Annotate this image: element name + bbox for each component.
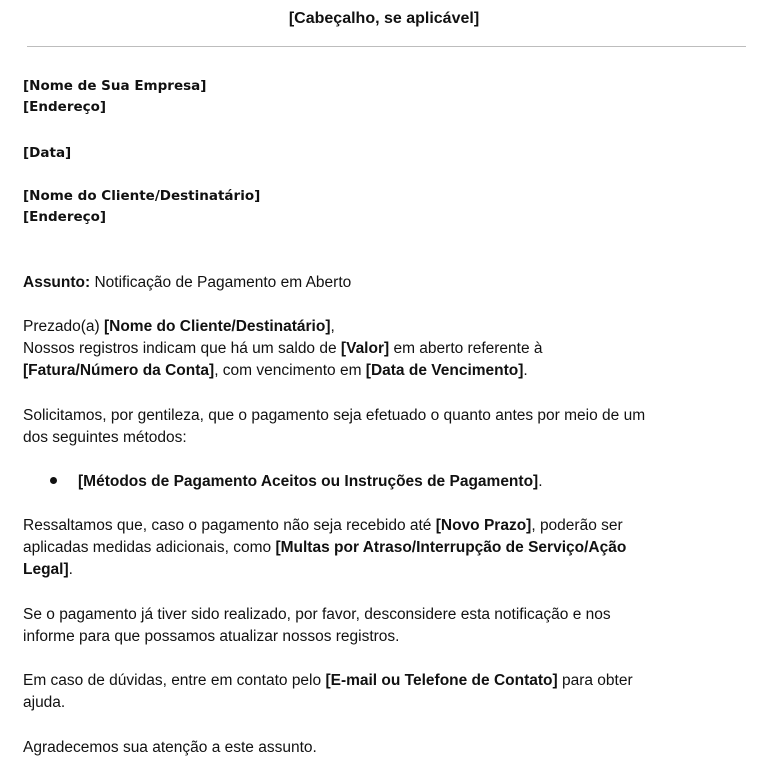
warning-measures-2: Legal] [23, 561, 69, 578]
warning-text-4: . [68, 561, 73, 578]
subject-label: Assunto: [23, 274, 91, 291]
bullet-dot-icon [50, 477, 57, 484]
header-divider [27, 46, 746, 47]
greeting-suffix: , [330, 318, 335, 335]
subject-text: Notificação de Pagamento em Aberto [90, 274, 352, 291]
warning-text-2: , poderão ser [531, 517, 623, 534]
recipient-address: [Endereço] [23, 209, 107, 225]
intro-text-1: Nossos registros indicam que há um saldo de [23, 340, 341, 357]
recipient-name: [Nome do Cliente/Destinatário] [23, 188, 261, 204]
greeting-name: [Nome do Cliente/Destinatário] [103, 318, 331, 335]
contact-text-1: Em caso de dúvidas, entre em contato pelo [23, 672, 326, 689]
already-paid-line-1: Se o pagamento já tiver sido realizado, por favor, desconsidere esta notificação e nos [23, 606, 611, 623]
request-line-2: dos seguintes métodos: [23, 429, 187, 446]
already-paid-paragraph [23, 604, 747, 648]
request-line-1: Solicitamos, por gentileza, que o pagamento seja efetuado o quanto antes por meio de um [23, 407, 646, 424]
contact-line-1 [23, 670, 747, 692]
recipient-block [23, 186, 747, 228]
intro-text-4: . [523, 362, 528, 379]
contact-channel: [E-mail ou Telefone de Contato] [325, 672, 558, 689]
subject-line [23, 272, 747, 294]
contact-line-2: ajuda. [23, 694, 66, 711]
warning-paragraph [23, 515, 747, 581]
intro-text-2: em aberto referente à [389, 340, 543, 357]
intro-invoice: [Fatura/Número da Conta] [23, 362, 215, 379]
payment-methods-suffix: . [538, 473, 543, 490]
contact-text-2: para obter [557, 672, 633, 689]
date-block [23, 143, 747, 164]
warning-text-1: Ressaltamos que, caso o pagamento não seja recebido até [23, 517, 436, 534]
sender-block [23, 76, 747, 118]
warning-measures-1: [Multas por Atraso/Interrupção de Serviço/Ação [275, 539, 627, 556]
warning-line-1 [23, 515, 747, 537]
request-paragraph [23, 405, 747, 449]
intro-line-2 [23, 360, 747, 382]
intro-due-date: [Data de Vencimento] [365, 362, 524, 379]
intro-paragraph [23, 316, 747, 382]
header-title: [Cabeçalho, se aplicável] [288, 10, 480, 27]
intro-value: [Valor] [340, 340, 390, 357]
sender-address: [Endereço] [23, 99, 107, 115]
warning-deadline: [Novo Prazo] [435, 517, 532, 534]
already-paid-line-2: informe para que possamos atualizar nossos registros. [23, 628, 400, 645]
intro-text-3: , com vencimento em [214, 362, 366, 379]
greeting-prefix: Prezado(a) [23, 318, 104, 335]
intro-line-1 [23, 338, 747, 360]
letter-date: [Data] [23, 145, 72, 161]
sender-company: [Nome de Sua Empresa] [23, 78, 207, 94]
payment-methods-text: [Métodos de Pagamento Aceitos ou Instruções de Pagamento] [78, 473, 539, 490]
warning-text-3: aplicadas medidas adicionais, como [23, 539, 276, 556]
greeting-line [23, 316, 747, 338]
warning-line-3 [23, 559, 747, 581]
closing-line: Agradecemos sua atenção a este assunto. [23, 739, 317, 756]
contact-paragraph [23, 670, 747, 714]
payment-methods-item [50, 471, 750, 493]
warning-line-2 [23, 537, 747, 559]
